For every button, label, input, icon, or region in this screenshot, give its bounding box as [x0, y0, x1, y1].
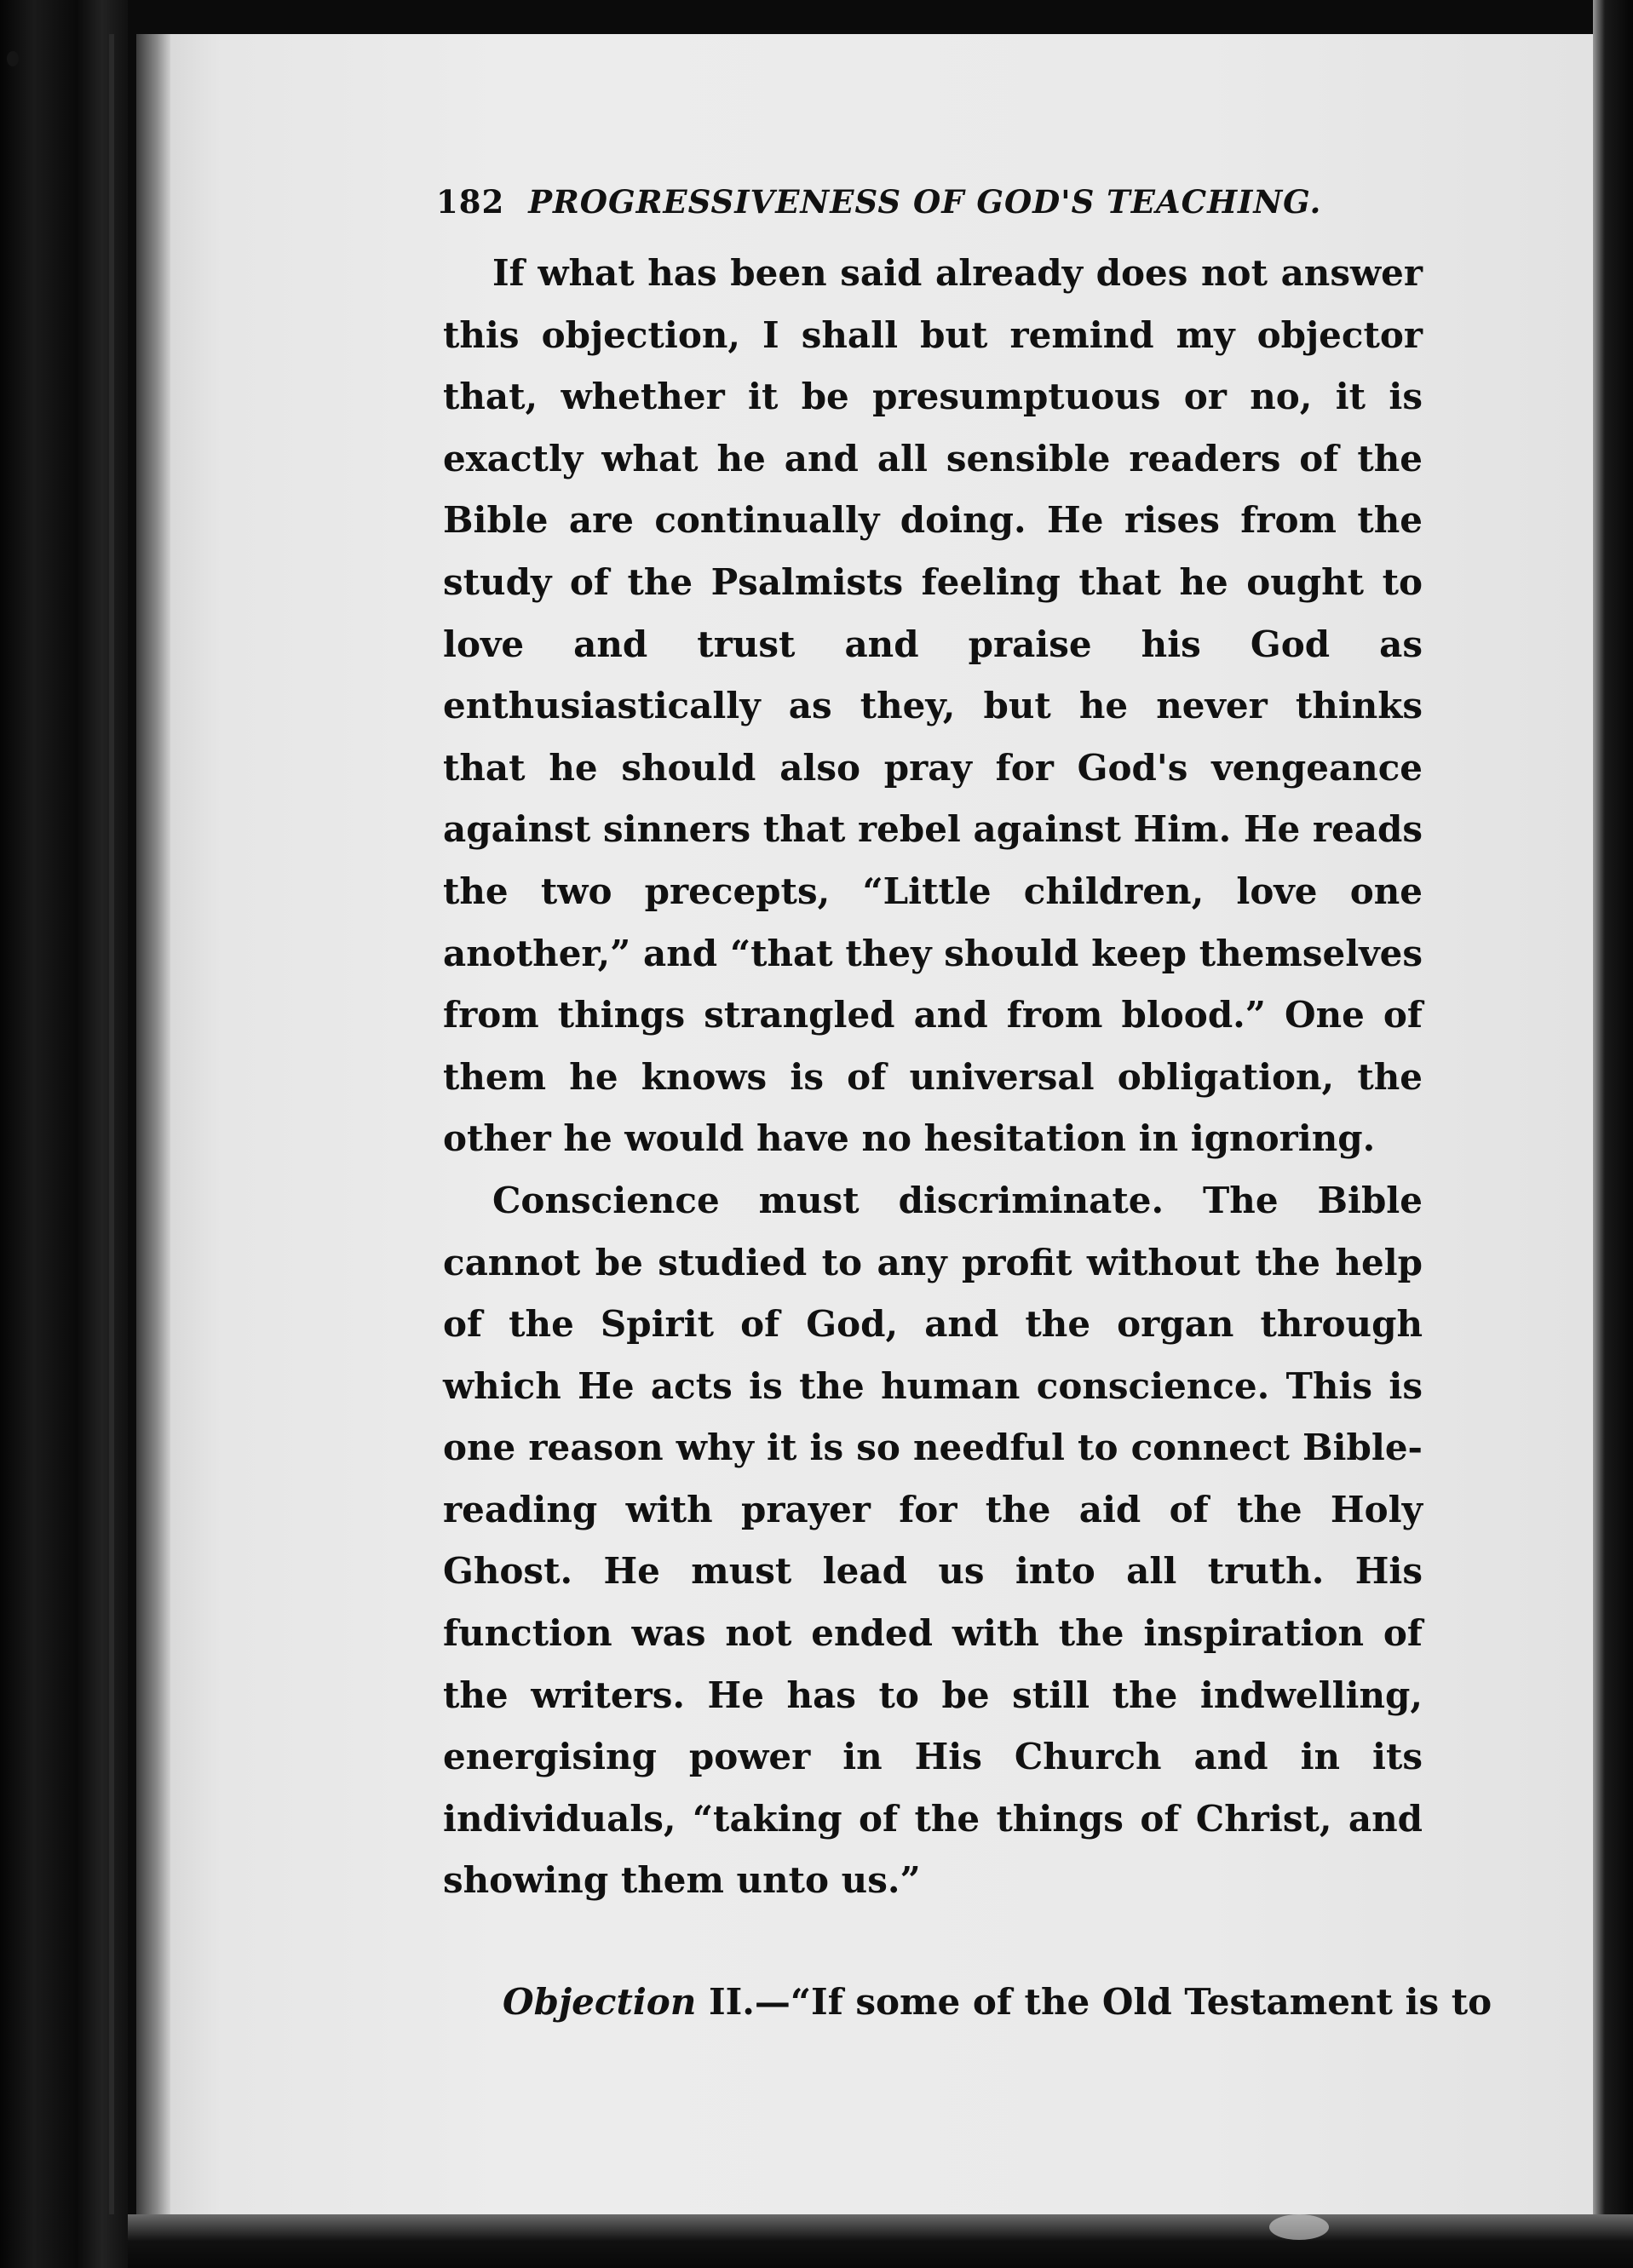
binding-line	[109, 34, 114, 2214]
page-number: 182	[436, 183, 505, 221]
objection-label: Objection	[503, 1981, 697, 2024]
running-title: PROGRESSIVENESS OF GOD'S TEACHING.	[528, 183, 1322, 221]
objection-text: II.—“If some of the Old Testament is to	[708, 1981, 1492, 2024]
scan-speck	[7, 51, 19, 66]
running-head	[436, 183, 1423, 221]
scan-speck	[1269, 2214, 1329, 2240]
page-edge-right	[1593, 0, 1633, 2268]
objection-heading	[443, 1972, 1492, 2033]
page-text	[436, 183, 1492, 2033]
paragraph-1: If what has been said already does not answer this objection, I shall but remind my objector that, whether it be presumptuous or no, it is exactly what he and all sensible readers of the Bible are continually doing. He rises from the study of the Psalmists feeling that he ought to love and trust and praise his God as enthusiastically as they, but he never thinks that he should also pray for God's vengeance against sinners that rebel against Him. He reads the two precepts, “Little children, love one another,” and “that they should keep themselves from things strangled and from blood.” One of them he knows is of universal obligation, the other he would have no hesitation in ignoring.	[443, 252, 1423, 1160]
page-bottom-shadow	[128, 2214, 1633, 2268]
page-edge-left	[136, 34, 170, 2214]
paragraph-2: Conscience must discriminate. The Bible cannot be studied to any profit without the help of the Spirit of God, and the organ through which He acts is the human conscience. This is one reason why it is so needful to connect Bible-reading with prayer for the aid of the Holy Ghost. He must lead us into all truth. His function was not ended with the inspiration of the writers. He has to be still the indwelling, energising power in His Church and in its individuals, “taking of the things of Christ, and showing them unto us.”	[443, 1179, 1423, 1902]
